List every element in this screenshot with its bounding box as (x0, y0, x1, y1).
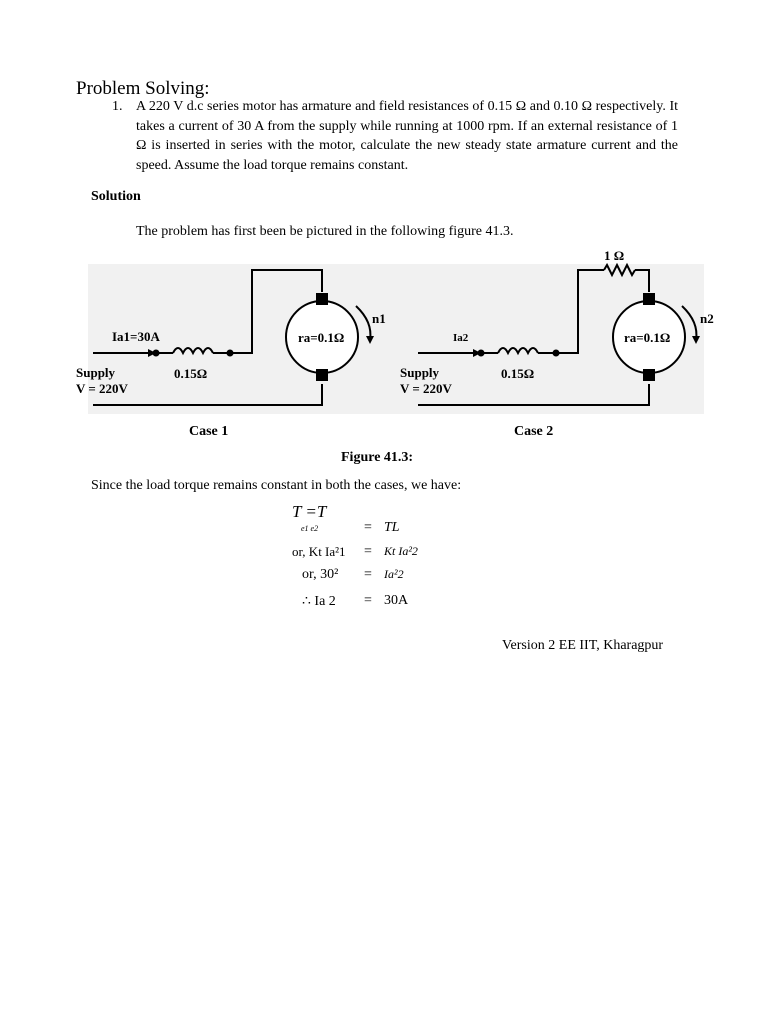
equation-3-right: Ia²2 (384, 567, 404, 581)
equation-1-right: TL (384, 520, 400, 535)
problem-number: 1. (112, 99, 123, 114)
figure-caption: Figure 41.3: (341, 450, 414, 465)
case2-brush-top (643, 293, 655, 305)
case2-voltage-label: V = 220V (400, 381, 452, 396)
equals-sign: = (364, 520, 372, 535)
case1-field-label: 0.15Ω (174, 366, 208, 381)
case1-caption: Case 1 (189, 424, 229, 439)
case1-current-label: Ia1=30A (112, 329, 160, 344)
case2-caption: Case 2 (514, 424, 554, 439)
since-text: Since the load torque remains constant in both the cases, we have: (91, 478, 462, 493)
section-heading: Problem Solving: (76, 78, 210, 99)
circuit-figure (76, 248, 714, 418)
equation-2-right: Kt Ia²2 (384, 544, 418, 558)
case1-brush-bottom (316, 369, 328, 381)
case1-armature-label: ra=0.1Ω (298, 330, 345, 345)
figure-background (88, 264, 704, 414)
equals-sign: = (364, 567, 372, 582)
case1-speed-label: n1 (372, 311, 386, 326)
figure-intro-text: The problem has first been be pictured in the following figure 41.3. (136, 224, 514, 239)
equation-2-left: or, Kt Ia²1 (292, 544, 346, 559)
case2-field-label: 0.15Ω (501, 366, 535, 381)
case2-brush-bottom (643, 369, 655, 381)
problem-text: A 220 V d.c series motor has armature and field resistances of 0.15 Ω and 0.10 Ω respectively. It takes a current of 30 A from the supply while running at 1000 rpm. If an external resistance of 1 Ω is inserted in series with the motor, calculate the new steady state armature current and the speed. Assume the load torque remains constant. (136, 99, 678, 173)
equation-4-right: 30A (384, 593, 409, 608)
case2-armature-label: ra=0.1Ω (624, 330, 671, 345)
case2-speed-label: n2 (700, 311, 714, 326)
case2-current-label: Ia2 (453, 332, 469, 344)
case2-external-resistor-label: 1 Ω (604, 248, 625, 263)
case1-voltage-label: V = 220V (76, 381, 128, 396)
case1-brush-top (316, 293, 328, 305)
case1-supply-label: Supply (76, 365, 116, 380)
equation-1-subscripts: e1 e2 (301, 524, 319, 533)
case2-supply-label: Supply (400, 365, 440, 380)
equation-1-left: T =T (292, 502, 327, 521)
page-footer: Version 2 EE IIT, Kharagpur (502, 638, 664, 653)
case2-node (553, 350, 560, 357)
equation-4-left: ∴ Ia 2 (302, 594, 336, 609)
solution-heading: Solution (91, 189, 141, 204)
case1-node (227, 350, 234, 357)
problem-statement (112, 97, 678, 175)
equals-sign: = (364, 593, 372, 608)
equation-3-left: or, 30² (302, 567, 339, 582)
equals-sign: = (364, 544, 372, 559)
